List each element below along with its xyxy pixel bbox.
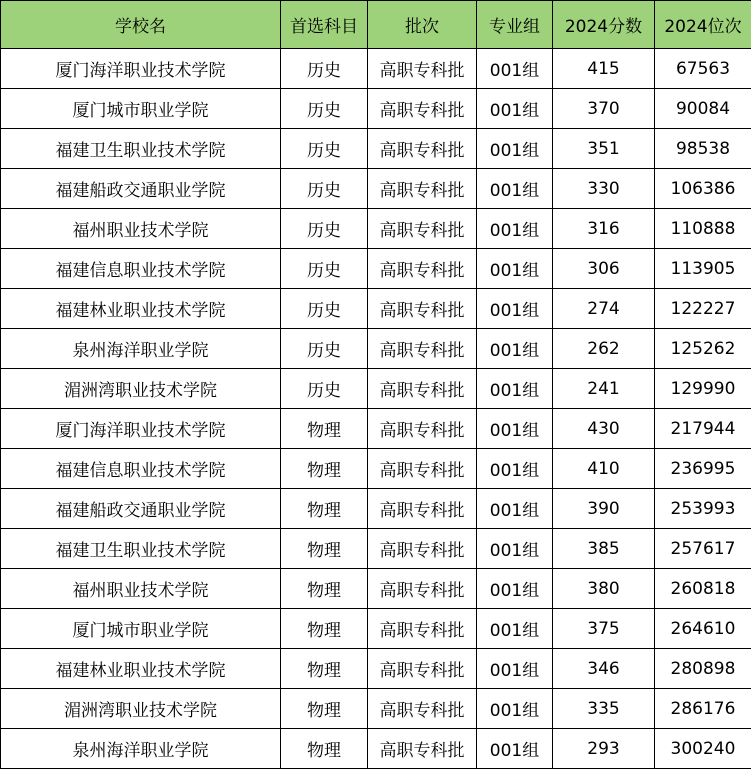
rank-cell: 129990 (655, 369, 751, 409)
school-name-cell: 福建卫生职业技术学院 (1, 529, 281, 569)
table-row (1, 169, 751, 209)
table-row (1, 329, 751, 369)
school-name-cell: 厦门海洋职业技术学院 (1, 409, 281, 449)
major-group-cell: 001组 (477, 449, 553, 489)
score-cell: 370 (553, 89, 655, 129)
table-row (1, 529, 751, 569)
preferred-subject-cell: 历史 (281, 89, 368, 129)
preferred-subject-cell: 历史 (281, 129, 368, 169)
score-cell: 293 (553, 729, 655, 769)
score-cell: 415 (553, 49, 655, 89)
major-group-cell: 001组 (477, 689, 553, 729)
batch-cell: 高职专科批 (368, 609, 477, 649)
preferred-subject-cell: 物理 (281, 729, 368, 769)
batch-cell: 高职专科批 (368, 249, 477, 289)
header-batch: 批次 (368, 1, 477, 49)
major-group-cell: 001组 (477, 569, 553, 609)
score-cell: 241 (553, 369, 655, 409)
major-group-cell: 001组 (477, 369, 553, 409)
rank-cell: 217944 (655, 409, 751, 449)
preferred-subject-cell: 历史 (281, 49, 368, 89)
major-group-cell: 001组 (477, 249, 553, 289)
table-row (1, 49, 751, 89)
preferred-subject-cell: 物理 (281, 529, 368, 569)
score-cell: 262 (553, 329, 655, 369)
major-group-cell: 001组 (477, 729, 553, 769)
score-cell: 316 (553, 209, 655, 249)
major-group-cell: 001组 (477, 89, 553, 129)
rank-cell: 257617 (655, 529, 751, 569)
batch-cell: 高职专科批 (368, 729, 477, 769)
batch-cell: 高职专科批 (368, 569, 477, 609)
score-cell: 335 (553, 689, 655, 729)
major-group-cell: 001组 (477, 329, 553, 369)
school-name-cell: 福州职业技术学院 (1, 209, 281, 249)
school-name-cell: 湄洲湾职业技术学院 (1, 689, 281, 729)
school-name-cell: 福建船政交通职业学院 (1, 169, 281, 209)
table-row (1, 489, 751, 529)
preferred-subject-cell: 物理 (281, 569, 368, 609)
rank-cell: 286176 (655, 689, 751, 729)
rank-cell: 260818 (655, 569, 751, 609)
major-group-cell: 001组 (477, 489, 553, 529)
rank-cell: 98538 (655, 129, 751, 169)
preferred-subject-cell: 物理 (281, 449, 368, 489)
header-major-group: 专业组 (477, 1, 553, 49)
table-body (1, 49, 751, 769)
preferred-subject-cell: 历史 (281, 329, 368, 369)
rank-cell: 122227 (655, 289, 751, 329)
score-cell: 306 (553, 249, 655, 289)
rank-cell: 264610 (655, 609, 751, 649)
preferred-subject-cell: 历史 (281, 289, 368, 329)
score-cell: 410 (553, 449, 655, 489)
score-cell: 346 (553, 649, 655, 689)
preferred-subject-cell: 物理 (281, 649, 368, 689)
table-row (1, 249, 751, 289)
batch-cell: 高职专科批 (368, 529, 477, 569)
school-name-cell: 厦门城市职业学院 (1, 609, 281, 649)
batch-cell: 高职专科批 (368, 409, 477, 449)
school-name-cell: 福建林业职业技术学院 (1, 289, 281, 329)
major-group-cell: 001组 (477, 49, 553, 89)
score-cell: 385 (553, 529, 655, 569)
rank-cell: 90084 (655, 89, 751, 129)
school-name-cell: 福建林业职业技术学院 (1, 649, 281, 689)
preferred-subject-cell: 历史 (281, 249, 368, 289)
major-group-cell: 001组 (477, 209, 553, 249)
score-cell: 330 (553, 169, 655, 209)
batch-cell: 高职专科批 (368, 289, 477, 329)
major-group-cell: 001组 (477, 409, 553, 449)
table-row (1, 609, 751, 649)
batch-cell: 高职专科批 (368, 369, 477, 409)
school-name-cell: 福建信息职业技术学院 (1, 449, 281, 489)
major-group-cell: 001组 (477, 609, 553, 649)
rank-cell: 236995 (655, 449, 751, 489)
table-row (1, 289, 751, 329)
school-name-cell: 厦门城市职业学院 (1, 89, 281, 129)
batch-cell: 高职专科批 (368, 89, 477, 129)
major-group-cell: 001组 (477, 649, 553, 689)
batch-cell: 高职专科批 (368, 449, 477, 489)
preferred-subject-cell: 物理 (281, 489, 368, 529)
preferred-subject-cell: 历史 (281, 169, 368, 209)
header-school-name: 学校名 (1, 1, 281, 49)
school-name-cell: 泉州海洋职业学院 (1, 329, 281, 369)
rank-cell: 67563 (655, 49, 751, 89)
score-cell: 274 (553, 289, 655, 329)
school-name-cell: 福建信息职业技术学院 (1, 249, 281, 289)
header-row (1, 1, 751, 49)
rank-cell: 300240 (655, 729, 751, 769)
rank-cell: 253993 (655, 489, 751, 529)
batch-cell: 高职专科批 (368, 209, 477, 249)
score-cell: 430 (553, 409, 655, 449)
header-score-2024: 2024分数 (553, 1, 655, 49)
rank-cell: 125262 (655, 329, 751, 369)
table-row (1, 689, 751, 729)
preferred-subject-cell: 物理 (281, 689, 368, 729)
table-row (1, 729, 751, 769)
major-group-cell: 001组 (477, 169, 553, 209)
score-cell: 380 (553, 569, 655, 609)
major-group-cell: 001组 (477, 289, 553, 329)
rank-cell: 110888 (655, 209, 751, 249)
table-row (1, 369, 751, 409)
school-name-cell: 福建船政交通职业学院 (1, 489, 281, 529)
score-cell: 375 (553, 609, 655, 649)
school-name-cell: 泉州海洋职业学院 (1, 729, 281, 769)
batch-cell: 高职专科批 (368, 489, 477, 529)
score-cell: 390 (553, 489, 655, 529)
score-cell: 351 (553, 129, 655, 169)
table-row (1, 209, 751, 249)
rank-cell: 113905 (655, 249, 751, 289)
preferred-subject-cell: 历史 (281, 369, 368, 409)
rank-cell: 280898 (655, 649, 751, 689)
school-name-cell: 福建卫生职业技术学院 (1, 129, 281, 169)
school-name-cell: 湄洲湾职业技术学院 (1, 369, 281, 409)
rank-cell: 106386 (655, 169, 751, 209)
major-group-cell: 001组 (477, 529, 553, 569)
preferred-subject-cell: 历史 (281, 209, 368, 249)
table-row (1, 449, 751, 489)
batch-cell: 高职专科批 (368, 49, 477, 89)
preferred-subject-cell: 物理 (281, 409, 368, 449)
school-name-cell: 福州职业技术学院 (1, 569, 281, 609)
table-row (1, 649, 751, 689)
major-group-cell: 001组 (477, 129, 553, 169)
batch-cell: 高职专科批 (368, 129, 477, 169)
header-preferred-subject: 首选科目 (281, 1, 368, 49)
batch-cell: 高职专科批 (368, 649, 477, 689)
table-row (1, 409, 751, 449)
table-row (1, 89, 751, 129)
batch-cell: 高职专科批 (368, 169, 477, 209)
table-row (1, 129, 751, 169)
batch-cell: 高职专科批 (368, 329, 477, 369)
header-rank-2024: 2024位次 (655, 1, 751, 49)
batch-cell: 高职专科批 (368, 689, 477, 729)
preferred-subject-cell: 物理 (281, 609, 368, 649)
school-name-cell: 厦门海洋职业技术学院 (1, 49, 281, 89)
table-row (1, 569, 751, 609)
